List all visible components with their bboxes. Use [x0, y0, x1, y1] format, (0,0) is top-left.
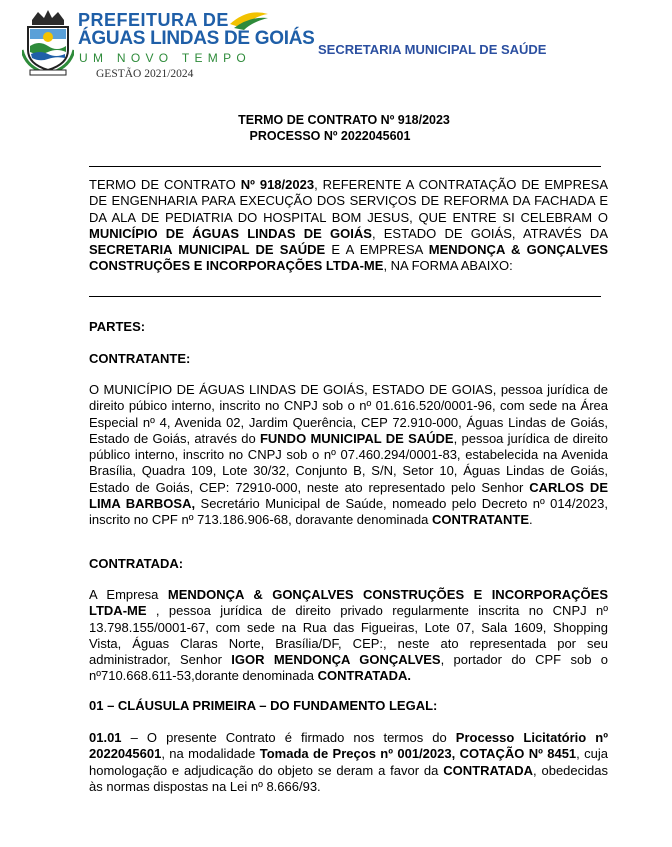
contratada-heading: CONTRATADA:: [89, 556, 184, 571]
clausula-text-run: 01.01: [89, 730, 122, 745]
contratante-text-run: O MUNICÍPIO DE ÁGUAS LINDAS DE GOIÁS, ESTADO DE GOIAS, pessoa jurídica de direito púbico interno, inscrito no CNPJ sob o nº 01.616.520/0001-96, com sede na Área Especial nº 4, Avenida 02, Jardim Querência, CEP 72.910-000, Águas Lindas de Goiás, Estado de Goiás, através do: [89, 382, 608, 446]
contratante-text-run: Secretário Municipal de Saúde, nomeado pelo Decreto nº 014/2023, inscrito no CPF nº 713.186.906-68, doravante denominada: [89, 496, 608, 528]
prefeitura-logo: [78, 10, 315, 84]
contratada-text-run: , portador do CPF sob o nº710.668.611-53,dorante denominada: [89, 652, 608, 684]
process-number: PROCESSO Nº 2022045601: [249, 129, 411, 143]
divider-bottom: [89, 296, 601, 297]
contratante-paragraph: [89, 382, 608, 529]
contratante-text-run: , pessoa jurídica de direito público interno, inscrito no CNPJ sob o nº 07.460.294/0001-83, estabelecida na Avenida Brasília, Quadra 109, Lote 30/32, Conjunto B, S/N, Setor 10, Águas Lindas de Goiás, Estado de Goiás, CEP: 72910-000, neste ato representado pelo Senhor: [89, 430, 608, 495]
clausula-text-run: Processo Licitatório nº 2022045601: [89, 730, 608, 762]
intro-text-run: , ESTADO DE GOIÁS, ATRAVÉS DA: [371, 225, 608, 241]
department-name: SECRETARIA MUNICIPAL DE SAÚDE: [318, 42, 547, 57]
contratada-text-run: MENDONÇA & GONÇALVES CONSTRUÇÕES E INCORPORAÇÕES LTDA-ME: [89, 587, 608, 619]
contratante-text-run: .: [529, 512, 533, 528]
contratante-heading: CONTRATANTE:: [89, 351, 191, 366]
prefeitura-label: PREFEITURA DE: [78, 10, 229, 30]
clausula-heading: 01 – CLÁUSULA PRIMEIRA – DO FUNDAMENTO LEGAL:: [89, 698, 438, 713]
partes-heading: PARTES:: [89, 319, 146, 334]
contratada-text-run: A Empresa: [89, 587, 168, 602]
contract-title: TERMO DE CONTRATO Nº 918/2023: [238, 113, 450, 127]
intro-text-run: SECRETARIA MUNICIPAL DE SAÚDE: [89, 242, 326, 258]
letterhead: [18, 2, 658, 92]
clausula-paragraph: [89, 730, 608, 795]
clausula-text-run: , cuja homologação e adjudicação do objeto se deram a favor da: [89, 746, 608, 778]
contratada-text-run: CONTRATADA.: [317, 668, 411, 684]
contratada-paragraph: [89, 587, 608, 685]
contratante-text-run: CARLOS DE LIMA BARBOSA,: [89, 479, 608, 512]
tagline: UM NOVO TEMPO: [79, 51, 252, 65]
intro-text-run: , NA FORMA ABAIXO:: [383, 258, 513, 274]
intro-text-run: Nº 918/2023: [240, 177, 315, 192]
clausula-text-run: , na modalidade: [161, 746, 260, 762]
clausula-text-run: Tomada de Preços nº 001/2023, COTAÇÃO Nº 8451: [259, 746, 577, 762]
clausula-text-run: CONTRATADA: [443, 762, 534, 778]
contratada-text-run: , pessoa jurídica de direito privado regularmente inscrita no CNPJ nº 13.798.155/0001-67, com sede na Rua das Figueiras, Lote 07, Sala 1609, Shopping Vista, Águas Claras Norte, Brasília/DF, CEP:, neste ato representada por seu administrador, Senhor: [89, 603, 608, 668]
intro-text-run: E A EMPRESA: [325, 242, 429, 258]
contratante-text-run: FUNDO MUNICIPAL DE SAÚDE: [259, 430, 454, 446]
intro-text-run: MUNICÍPIO DE ÁGUAS LINDAS DE GOIÁS: [89, 225, 372, 241]
divider-top: [89, 166, 601, 167]
municipal-crest-icon: [22, 10, 74, 76]
city-name: ÁGUAS LINDAS DE GOIÁS: [78, 28, 315, 49]
clausula-text-run: , obedecidas às normas dispostas na Lei nº 8.666/93.: [89, 762, 608, 794]
intro-text-run: TERMO DE CONTRATO: [89, 177, 241, 192]
contratada-text-run: IGOR MENDONÇA GONÇALVES: [231, 652, 441, 668]
swoosh-icon: [228, 10, 270, 30]
intro-paragraph: [89, 177, 608, 275]
clausula-text-run: – O presente Contrato é firmado nos termos do: [121, 730, 456, 745]
gestao-label: GESTÃO 2021/2024: [96, 68, 194, 80]
intro-text-run: , REFERENTE A CONTRATAÇÃO DE EMPRESA DE ENGENHARIA PARA EXECUÇÃO DOS SERVIÇOS DE REFORMA DA FACHADA E DA ALA DE PEDIATRIA DO HOSPITAL BOM JESUS, QUE ENTRE SI CELEBRAM O: [89, 177, 608, 225]
contratante-text-run: CONTRATANTE: [431, 512, 529, 528]
intro-text-run: MENDONÇA & GONÇALVES CONSTRUÇÕES E INCORPORAÇÕES LTDA-ME: [89, 242, 609, 274]
